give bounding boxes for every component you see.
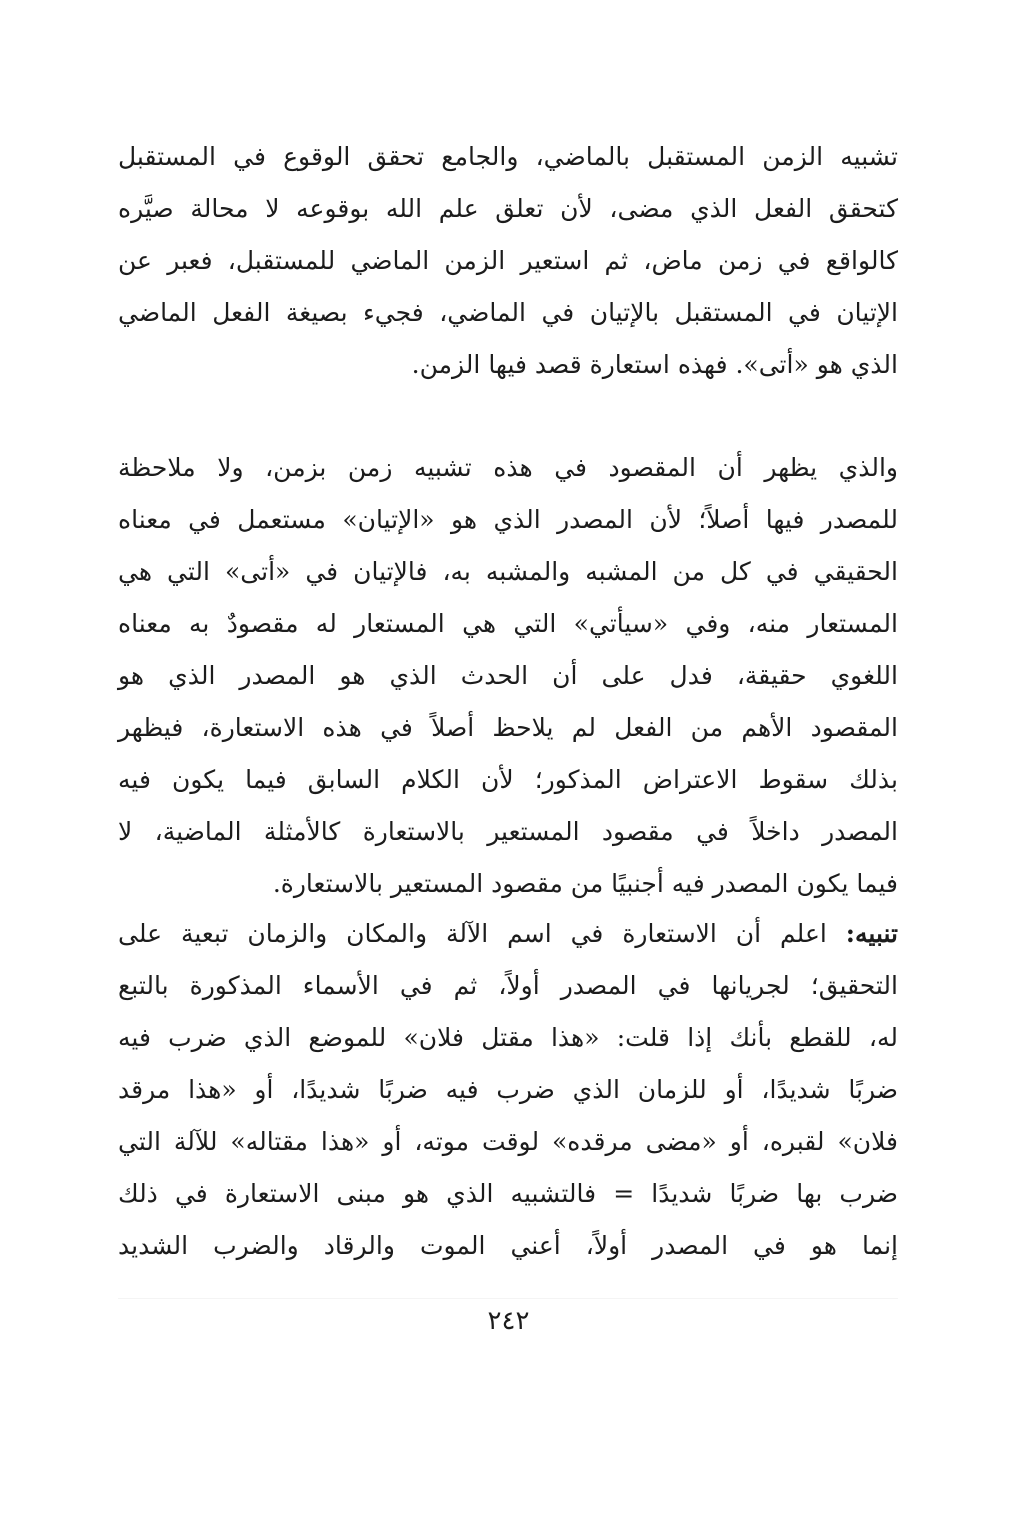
paragraph-line: فيما يكون المصدر فيه أجنبيًا من مقصود المستعير بالاستعارة. bbox=[272, 869, 898, 898]
paragraph-2 bbox=[118, 442, 898, 910]
paragraph-line: الإتيان في المستقبل بالإتيان في الماضي، فجيء بصيغة الفعل الماضي bbox=[118, 298, 898, 327]
paragraph-3-note bbox=[118, 908, 898, 1272]
paragraph-line: للمصدر فيها أصلاً؛ لأن المصدر الذي هو «الإتيان» مستعمل في معناه bbox=[118, 505, 898, 534]
paragraph-line: اللغوي حقيقة، فدل على أن الحدث الذي هو المصدر الذي هو bbox=[118, 661, 898, 690]
paragraph-line: بذلك سقوط الاعتراض المذكور؛ لأن الكلام السابق فيما يكون فيه bbox=[118, 765, 898, 794]
paragraph-line: كتحقق الفعل الذي مضى، لأن تعلق علم الله بوقوعه لا محالة صيَّره bbox=[118, 194, 898, 223]
paragraph-line: الحقيقي في كل من المشبه والمشبه به، فالإتيان في «أتى» التي هي bbox=[118, 557, 898, 586]
paragraph-line: الذي هو «أتى». فهذه استعارة قصد فيها الزمن. bbox=[411, 350, 898, 379]
footer-divider bbox=[118, 1298, 898, 1299]
paragraph-1 bbox=[118, 131, 898, 391]
paragraph-line: التحقيق؛ لجريانها في المصدر أولاً، ثم في الأسماء المذكورة بالتبع bbox=[118, 971, 898, 1000]
paragraph-line: ضربًا شديدًا، أو للزمان الذي ضرب فيه ضربًا شديدًا، أو «هذا مرقد bbox=[118, 1075, 898, 1104]
paragraph-line: إنما هو في المصدر أولاً، أعني الموت والرقاد والضرب الشديد bbox=[118, 1231, 898, 1260]
paragraph-line: المقصود الأهم من الفعل لم يلاحظ أصلاً في هذه الاستعارة، فيظهر bbox=[118, 713, 898, 742]
paragraph-line: ضرب بها ضربًا شديدًا = فالتشبيه الذي هو مبنى الاستعارة في ذلك bbox=[118, 1179, 898, 1208]
paragraph-line: والذي يظهر أن المقصود في هذه تشبيه زمن بزمن، ولا ملاحظة bbox=[118, 453, 898, 482]
paragraph-line: فلان» لقبره، أو «مضى مرقده» لوقت موته، أو «هذا مقتاله» للآلة التي bbox=[118, 1127, 898, 1156]
paragraph-line: تشبيه الزمن المستقبل بالماضي، والجامع تحقق الوقوع في المستقبل bbox=[118, 142, 898, 171]
note-lead: تنبيه: bbox=[845, 919, 898, 948]
paragraph-line: له، للقطع بأنك إذا قلت: «هذا مقتل فلان» للموضع الذي ضرب فيه bbox=[118, 1023, 898, 1052]
paragraph-line: المصدر داخلاً في مقصود المستعير بالاستعارة كالأمثلة الماضية، لا bbox=[118, 817, 898, 846]
paragraph-line: المستعار منه، وفي «سيأتي» التي هي المستعار له مقصودٌ به معناه bbox=[118, 609, 898, 638]
paragraph-line-with-lead bbox=[118, 908, 898, 960]
paragraph-line: كالواقع في زمن ماض، ثم استعير الزمن الماضي للمستقبل، فعبر عن bbox=[118, 246, 898, 275]
page-number: ٢٤٢ bbox=[487, 1306, 530, 1336]
note-first-line-text: اعلم أن الاستعارة في اسم الآلة والمكان والزمان تبعية على bbox=[118, 919, 846, 948]
